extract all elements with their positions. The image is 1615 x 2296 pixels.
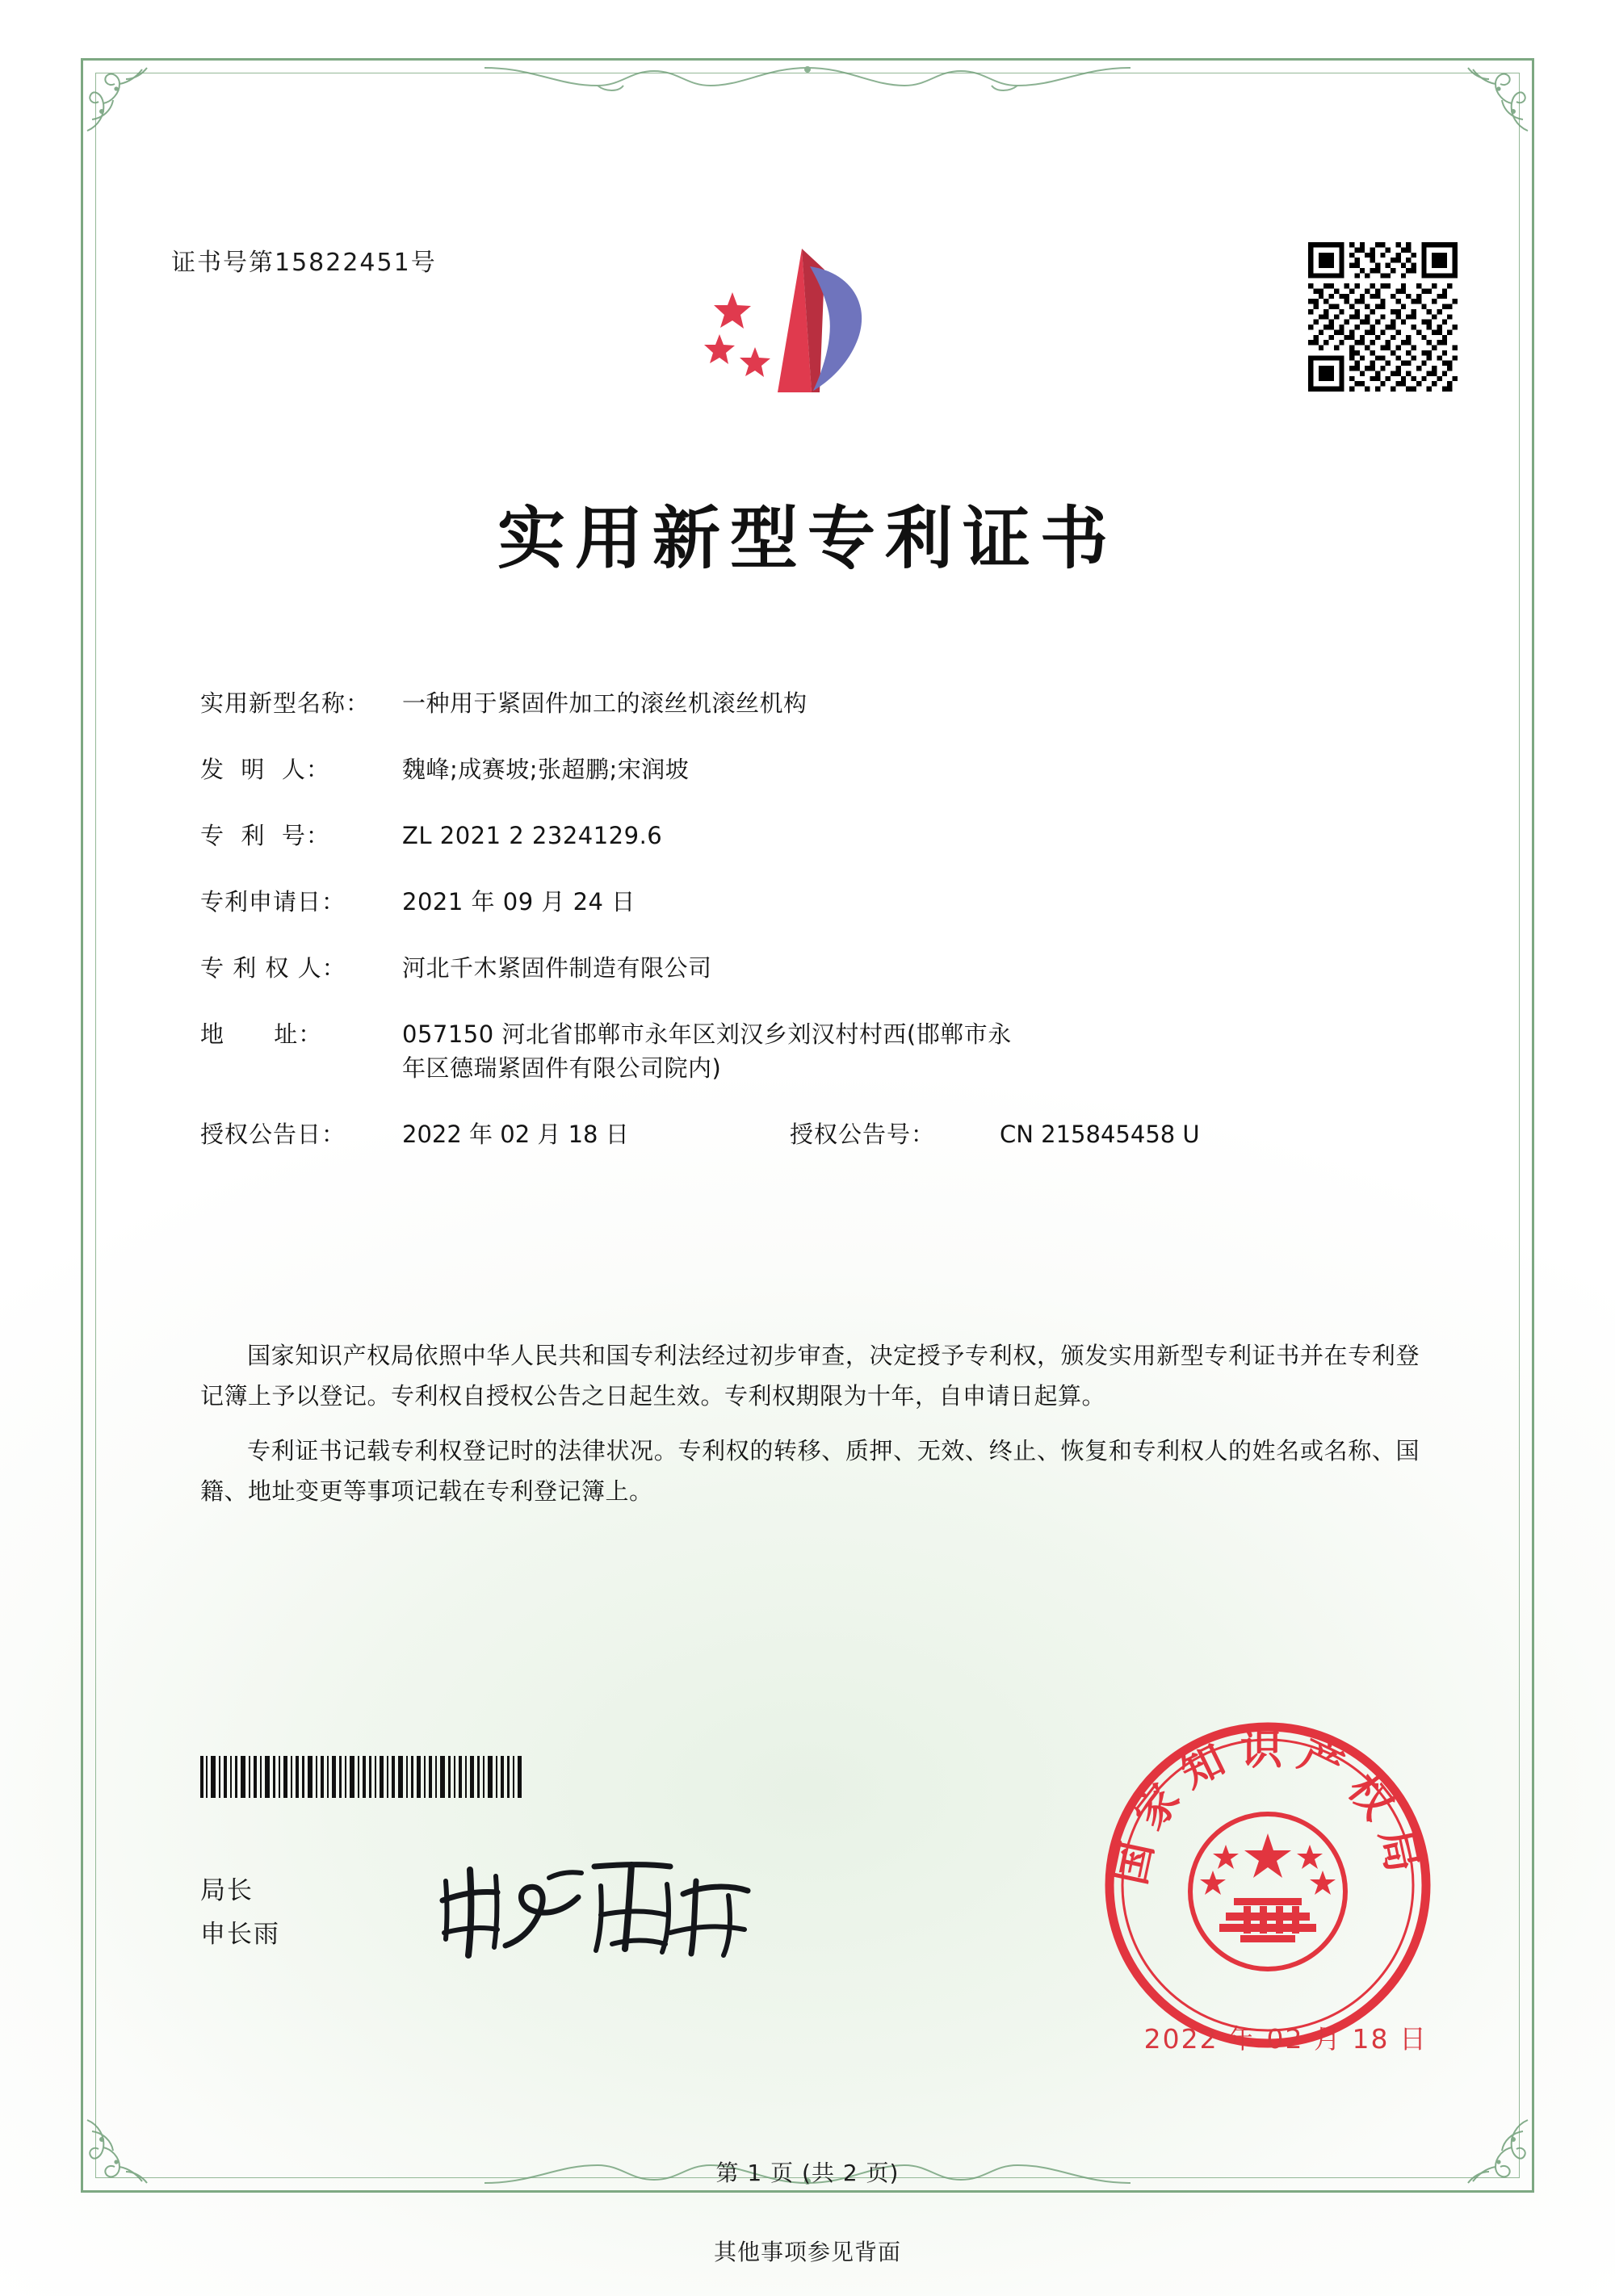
cnipa-logo-icon	[682, 234, 892, 412]
barcode	[200, 1756, 604, 1798]
field-label-patent-number: 专 利 号：	[200, 822, 330, 850]
field-value-grant-number: CN 215845458 U	[1000, 1121, 1200, 1149]
field-value-inventors: 魏峰;成赛坡;张超鹏;宋润坡	[402, 756, 690, 784]
qr-code	[1308, 242, 1458, 392]
seal-date: 2022 年 02 月 18 日	[1143, 2023, 1428, 2055]
field-label-patentee: 专 利 权 人：	[200, 954, 346, 983]
official-seal	[1098, 1716, 1437, 2055]
signature-labels	[200, 1869, 280, 1957]
commissioner-title: 局长	[200, 1876, 254, 1905]
field-label-grant-number: 授权公告号：	[790, 1121, 936, 1149]
legal-paragraph-1: 国家知识产权局依照中华人民共和国专利法经过初步审查，决定授予专利权，颁发实用新型专利证书并在专利登记簿上予以登记。专利权自授权公告之日起生效。专利权期限为十年，自申请日起算。	[200, 1342, 1420, 1410]
page-title: 实用新型专利证书	[497, 498, 1118, 578]
field-row	[200, 1017, 1412, 1085]
field-value-address	[402, 1017, 1412, 1085]
address-line-2: 年区德瑞紧固件有限公司院内)	[402, 1054, 722, 1083]
field-value-application-date: 2021 年 09 月 24 日	[402, 888, 636, 916]
page-indicator: 第 1 页 (共 2 页)	[715, 2160, 900, 2186]
field-row	[200, 819, 1412, 853]
legal-paragraph-2: 专利证书记载专利权登记时的法律状况。专利权的转移、质押、无效、终止、恢复和专利权人的姓名或名称、国籍、地址变更等事项记载在专利登记簿上。	[200, 1436, 1420, 1505]
certificate-number: 证书号第15822451号	[171, 249, 437, 277]
field-value-grant-date: 2022 年 02 月 18 日	[402, 1121, 629, 1149]
corner-ornament-icon	[84, 61, 181, 134]
legal-text-block	[200, 1336, 1420, 1527]
field-row	[200, 951, 1412, 985]
address-line-1: 057150 河北省邯郸市永年区刘汉乡刘汉村村西(邯郸市永	[402, 1020, 1012, 1049]
field-row	[200, 752, 1412, 786]
corner-ornament-icon	[1434, 61, 1531, 134]
field-value-utility-model-name: 一种用于紧固件加工的滚丝机滚丝机构	[402, 689, 808, 717]
field-value-patent-number: ZL 2021 2 2324129.6	[402, 822, 663, 850]
commissioner-name: 申长雨	[200, 1920, 280, 1950]
field-row	[200, 686, 1412, 720]
field-label-application-date: 专利申请日：	[200, 888, 346, 916]
field-label-grant-date: 授权公告日：	[200, 1121, 346, 1149]
field-label-address: 地 址：	[200, 1020, 323, 1049]
field-value-patentee: 河北千木紧固件制造有限公司	[402, 954, 712, 983]
top-edge-ornament-icon	[484, 60, 1130, 97]
svg-text:国家知识产权局: 国家知识产权局	[1105, 1725, 1430, 1889]
field-label-inventors: 发 明 人：	[200, 756, 330, 784]
field-row	[200, 885, 1412, 919]
footer-note: 其他事项参见背面	[713, 2239, 901, 2265]
handwritten-signature	[428, 1849, 767, 1978]
field-row-grant-announcement	[200, 1117, 1412, 1151]
field-label-utility-model-name: 实用新型名称：	[200, 689, 371, 717]
certificate-fields	[200, 686, 1412, 1174]
